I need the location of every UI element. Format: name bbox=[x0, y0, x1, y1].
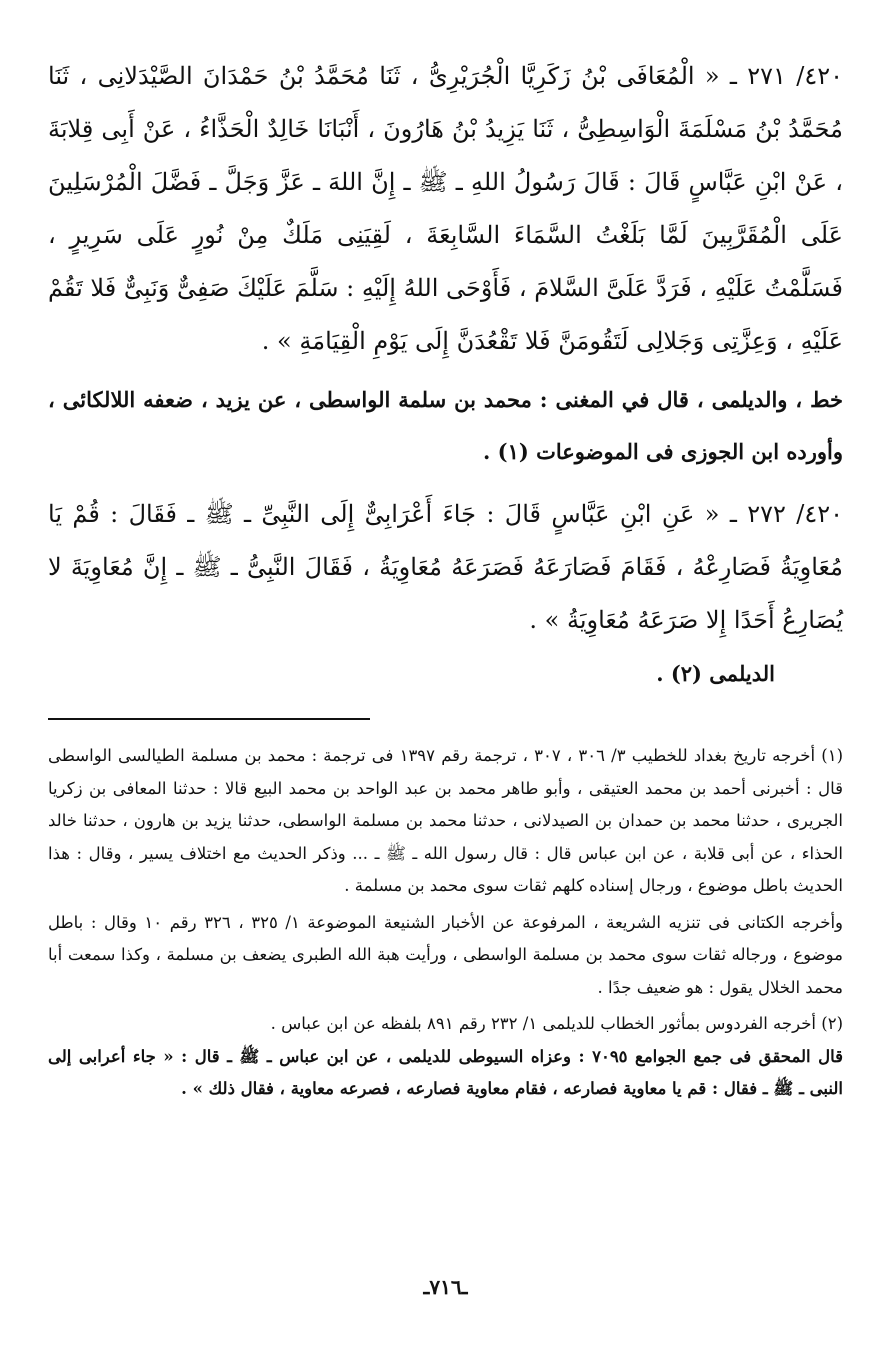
footnote-2-text: أخرجه الفردوس بمأثور الخطاب للديلمى ١/ ٢٣٢ رقم ٨٩١ بلفظه عن ابن عباس . bbox=[270, 1014, 816, 1033]
footnote-1-para-2: وأخرجه الكتانى فى تنزيه الشريعة ، المرفوعة عن الأخبار الشنيعة الموضوعة ١/ ٣٢٥ ، ٣٢٦ رقم ١٠ وقال : باطل موضوع ، ورجاله ثقات سوى محمد بن مسلمة الواسطى ، ورأيت هبة الله الطبرى يضعف بن مسلمة ، وكذا سمعت أبا محمد الخلال يقول : هو ضعيف جدًا . bbox=[48, 912, 843, 997]
footnote-1-text: أخرجه تاريخ بغداد للخطيب ٣/ ٣٠٦ ، ٣٠٧ ، ترجمة رقم ١٣٩٧ فى ترجمة : محمد بن مسلمة الطيالسى الواسطى قال : أخبرنى أحمد بن محمد العتيقى ، وأبو طاهر محمد بن عبد الواحد بن محمد البيع قالا : حدثنا المعافى بن زكريا الجريرى ، حدثنا محمد بن حمدان بن الصيدلانى ، حدثنا محمد بن مسلمة الواسطى، حدثنا يزيد بن هارون ، حدثنا خالد الحذاء ، عن أبى قلابة ، عن ابن عباس قال : قال رسول الله ـ ﷺ ـ ... وذكر الحديث مع اختلاف يسير ، وقال : هذا الحديث باطل موضوع ، ورجال إسناده كلهم ثقات سوى محمد بن مسلمة . bbox=[48, 746, 843, 895]
footnote-separator bbox=[48, 718, 370, 720]
footnote-1-para-1 bbox=[48, 740, 843, 903]
footnote-2-para-1 bbox=[48, 1008, 843, 1041]
hadith-272-text: ٤٢٠/ ٢٧٢ ـ « عَنِ ابْنِ عَبَّاسٍ قَالَ : جَاءَ أَعْرَابِىٌّ إِلَى النَّبِىِّ ـ ﷺ ـ فَقَالَ : قُمْ يَا مُعَاوِيَةُ فَصَارِعْهُ ، فَقَامَ فَصَارَعَهُ فَصَرَعَهُ مُعَاوِيَةُ ، فَقَالَ النَّبِىُّ ـ ﷺ ـ إِنَّ مُعَاوِيَةَ لا يُصَارِعُ أَحَدًا إِلا صَرَعَهُ مُعَاوِيَةُ » . bbox=[48, 500, 844, 634]
page-number: ـ٧١٦ـ bbox=[423, 1275, 468, 1299]
hadith-272-source: الديلمى (٢) . bbox=[656, 661, 775, 686]
footnote-2-note: قال المحقق فى جمع الجوامع ٧٠٩٥ : وعزاه السيوطى للديلمى ، عن ابن عباس ـ ﷺ ـ قال : « جاء أعرابى إلى النبى ـ ﷺ ـ فقال : قم يا معاوية فصارعه ، فقام معاوية فصارعه ، فصرعه معاوية ، فقال ذلك » . bbox=[48, 1046, 843, 1098]
document-page bbox=[48, 50, 843, 1361]
hadith-271-commentary: خط ، والديلمى ، قال في المغنى : محمد بن سلمة الواسطى ، عن يزيد ، ضعفه اللالكائى ، وأورده ابن الجوزى فى الموضوعات (١) . bbox=[48, 387, 843, 464]
hadith-271-text: ٤٢٠/ ٢٧١ ـ « الْمُعَافَى بْنُ زَكَرِيَّا الْجُرَيْرِىُّ ، ثَنَا مُحَمَّدُ بْنُ حَمْدَانَ الصَّيْدَلانِى ، ثَنَا مُحَمَّدُ بْنُ مَسْلَمَةَ الْوَاسِطِىُّ ، ثَنَا يَزِيدُ بْنُ هَارُونَ ، أَنْبَانَا خَالِدٌ الْحَذَّاءُ ، عَنْ أَبِى قِلابَةَ ، عَنْ ابْنِ عَبَّاسٍ قَالَ : قَالَ رَسُولُ اللهِ ـ ﷺ ـ إِنَّ اللهَ ـ عَزَّ وَجَلَّ ـ فَضَّلَ الْمُرْسَلِينَ عَلَى الْمُقَرَّبِينَ لَمَّا بَلَغْتُ السَّمَاءَ السَّابِعَةَ ، لَقِيَنِى مَلَكٌ مِنْ نُورٍ عَلَى سَرِيرٍ ، فَسَلَّمْتُ عَلَيْهِ ، فَرَدَّ عَلَىَّ السَّلامَ ، فَأَوْحَى اللهُ إِلَيْهِ : سَلَّمَ عَلَيْكَ صَفِىٌّ وَنَبِىٌّ فَلا تَقُمْ عَلَيْهِ ، وَعِزَّتِى وَجَلالِى لَتَقُومَنَّ فَلا تَقْعُدَنَّ إِلَى يَوْمِ الْقِيَامَةِ » . bbox=[47, 62, 844, 355]
footnotes-section bbox=[48, 740, 843, 1106]
footnote-2-marker: (٢) bbox=[821, 1014, 843, 1033]
footnote-1-marker: (١) bbox=[821, 746, 843, 765]
